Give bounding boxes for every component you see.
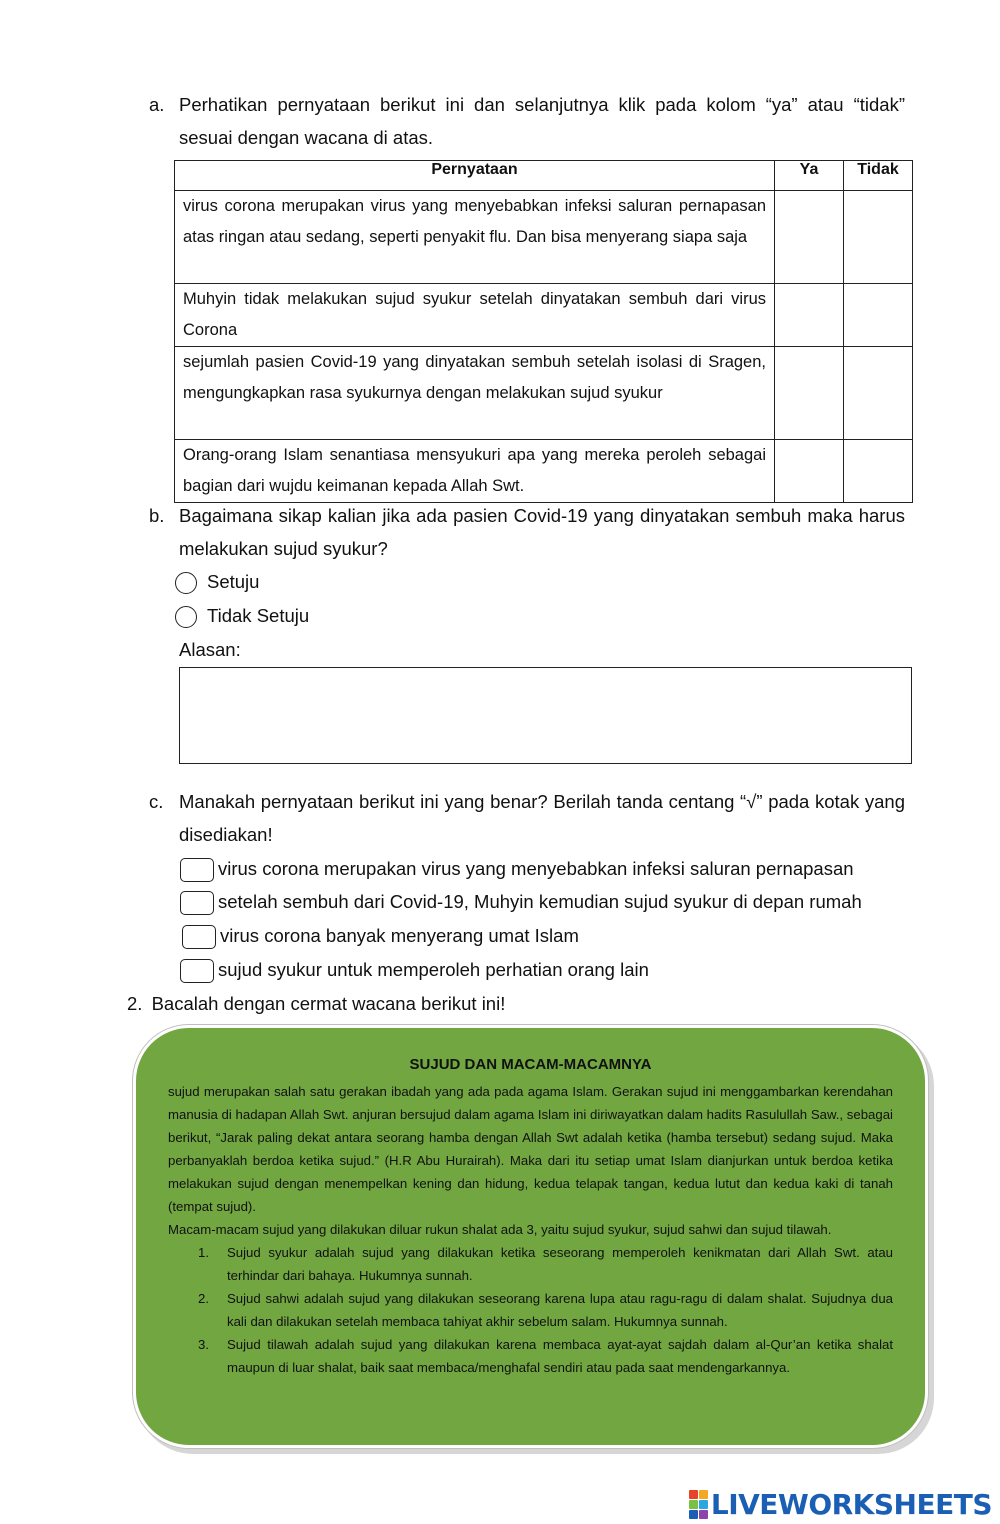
radio-setuju[interactable]: [175, 572, 197, 594]
reading-paragraph: Macam-macam sujud yang dilakukan diluar rukun shalat ada 3, yaitu sujud syukur, sujud sahwi dan sujud tilawah.: [168, 1222, 832, 1237]
logo-tile: [689, 1490, 698, 1499]
statement-table: [174, 160, 913, 503]
reading-paragraph: sujud merupakan salah satu gerakan ibadah yang ada pada agama Islam. Gerakan sujud ini menggambarkan kerendahan manusia di hadapan Allah Swt. anjuran bersujud dalam agama Islam ini diriwayatkan dalam hadits Rasulullah Saw., sebagai berikut, “Jarak paling dekat antara seorang hamba dengan Allah Swt adalah ketika (hamba tersebut) sedang sujud. Maka perbanyaklah berdoa ketika sujud.” (H.R Abu Hurairah). Maka dari itu setiap umat Islam dianjurkan untuk berdoa ketika melakukan sujud dengan menempelkan kening dan hidung, kedua telapak tangan, kedua lutut dan kedua kaki di tanah (tempat sujud).: [168, 1084, 893, 1214]
question-a: [149, 88, 905, 154]
statement-cell: virus corona merupakan virus yang menyebabkan infeksi saluran pernapasan atas ringan atau sedang, seperti penyakit flu. Dan bisa menyerang siapa saja: [175, 191, 775, 284]
question-c-text: Manakah pernyataan berikut ini yang benar? Berilah tanda centang “√” pada kotak yang disediakan!: [179, 791, 905, 845]
list-item: [168, 1241, 893, 1287]
table-row: [175, 347, 913, 440]
checkbox-option-label: sujud syukur untuk memperoleh perhatian orang lain: [218, 959, 649, 980]
list-item: [168, 1333, 893, 1379]
list-text: Sujud syukur adalah sujud yang dilakukan ketika seseorang memperoleh kenikmatan dari Allah Swt. atau terhindar dari bahaya. Hukumnya sunnah.: [227, 1245, 893, 1283]
checkbox-option-label: setelah sembuh dari Covid-19, Muhyin kemudian sujud syukur di depan rumah: [218, 891, 862, 912]
logo-mark-icon: [689, 1490, 708, 1519]
checkbox-option-label: virus corona merupakan virus yang menyebabkan infeksi saluran pernapasan: [218, 858, 854, 879]
table-row: [175, 284, 913, 347]
question-c: [149, 785, 905, 851]
option-setuju-label: Setuju: [207, 571, 260, 592]
checkbox[interactable]: [180, 959, 214, 983]
question-2-text: Bacalah dengan cermat wacana berikut ini!: [151, 993, 506, 1014]
checkbox-option[interactable]: [180, 856, 854, 882]
logo-text: LIVEWORKSHEETS: [710, 1487, 992, 1521]
tidak-cell[interactable]: [844, 191, 913, 284]
statement-cell: Orang-orang Islam senantiasa mensyukuri apa yang mereka peroleh sebagai bagian dari wujdu keimanan kepada Allah Swt.: [175, 440, 775, 503]
option-setuju[interactable]: [175, 569, 259, 595]
reason-label: Alasan:: [179, 639, 241, 660]
list-text: Sujud sahwi adalah sujud yang dilakukan seseorang karena lupa atau ragu-ragu di dalam shalat. Sujudnya dua kali dan dilakukan setelah membaca tahiyat akhir sebelum salam. Hukumnya sunnah.: [227, 1291, 893, 1329]
question-a-instruction: Perhatikan pernyataan berikut ini dan selanjutnya klik pada kolom “ya” atau “tidak” sesuai dengan wacana di atas.: [179, 94, 905, 148]
ya-cell[interactable]: [775, 191, 844, 284]
question-b: [149, 499, 905, 565]
tidak-cell[interactable]: [844, 440, 913, 503]
reading-list: [168, 1241, 893, 1379]
ya-cell[interactable]: [775, 440, 844, 503]
header-ya: Ya: [775, 161, 844, 191]
ya-cell[interactable]: [775, 284, 844, 347]
reading-body: [168, 1080, 893, 1379]
statement-cell: Muhyin tidak melakukan sujud syukur setelah dinyatakan sembuh dari virus Corona: [175, 284, 775, 347]
list-text: Sujud tilawah adalah sujud yang dilakukan karena membaca ayat-ayat sajdah dalam al-Qur’an ketika shalat maupun di luar shalat, baik saat membaca/menghafal sendiri atau pada saat mendengarkannya.: [227, 1337, 893, 1375]
radio-tidak-setuju[interactable]: [175, 606, 197, 628]
option-tidak-setuju[interactable]: [175, 603, 309, 629]
list-number: 2.: [198, 1291, 209, 1306]
table-header-row: [175, 161, 913, 191]
table-row: [175, 191, 913, 284]
checkbox[interactable]: [180, 891, 214, 915]
checkbox-option-label: virus corona banyak menyerang umat Islam: [220, 925, 579, 946]
tidak-cell[interactable]: [844, 284, 913, 347]
tidak-cell[interactable]: [844, 347, 913, 440]
checkbox-option[interactable]: [180, 957, 649, 983]
reading-box: [133, 1025, 928, 1448]
question-b-text: Bagaimana sikap kalian jika ada pasien Covid-19 yang dinyatakan sembuh maka harus melakukan sujud syukur?: [179, 505, 905, 559]
list-item: [168, 1287, 893, 1333]
ya-cell[interactable]: [775, 347, 844, 440]
table-row: [175, 440, 913, 503]
question-c-label: c.: [149, 791, 164, 812]
list-number: 3.: [198, 1337, 209, 1352]
checkbox[interactable]: [182, 925, 216, 949]
question-b-label: b.: [149, 505, 165, 526]
liveworksheets-logo[interactable]: [689, 1488, 992, 1520]
option-tidak-setuju-label: Tidak Setuju: [207, 605, 310, 626]
reason-input[interactable]: [179, 667, 912, 764]
statement-cell: sejumlah pasien Covid-19 yang dinyatakan sembuh setelah isolasi di Sragen, mengungkapkan rasa syukurnya dengan melakukan sujud syukur: [175, 347, 775, 440]
logo-tile: [689, 1510, 698, 1519]
question-a-label: a.: [149, 94, 165, 115]
question-2: [127, 991, 505, 1017]
question-2-label: 2.: [127, 993, 143, 1014]
logo-tile: [689, 1500, 698, 1509]
logo-tile: [699, 1490, 708, 1499]
checkbox-option[interactable]: [180, 889, 862, 915]
logo-tile: [699, 1510, 708, 1519]
list-number: 1.: [198, 1245, 209, 1260]
header-tidak: Tidak: [844, 161, 913, 191]
logo-tile: [699, 1500, 708, 1509]
header-pernyataan: Pernyataan: [175, 161, 775, 191]
checkbox-option[interactable]: [182, 923, 579, 949]
checkbox[interactable]: [180, 858, 214, 882]
reading-title: SUJUD DAN MACAM-MACAMNYA: [409, 1056, 652, 1073]
